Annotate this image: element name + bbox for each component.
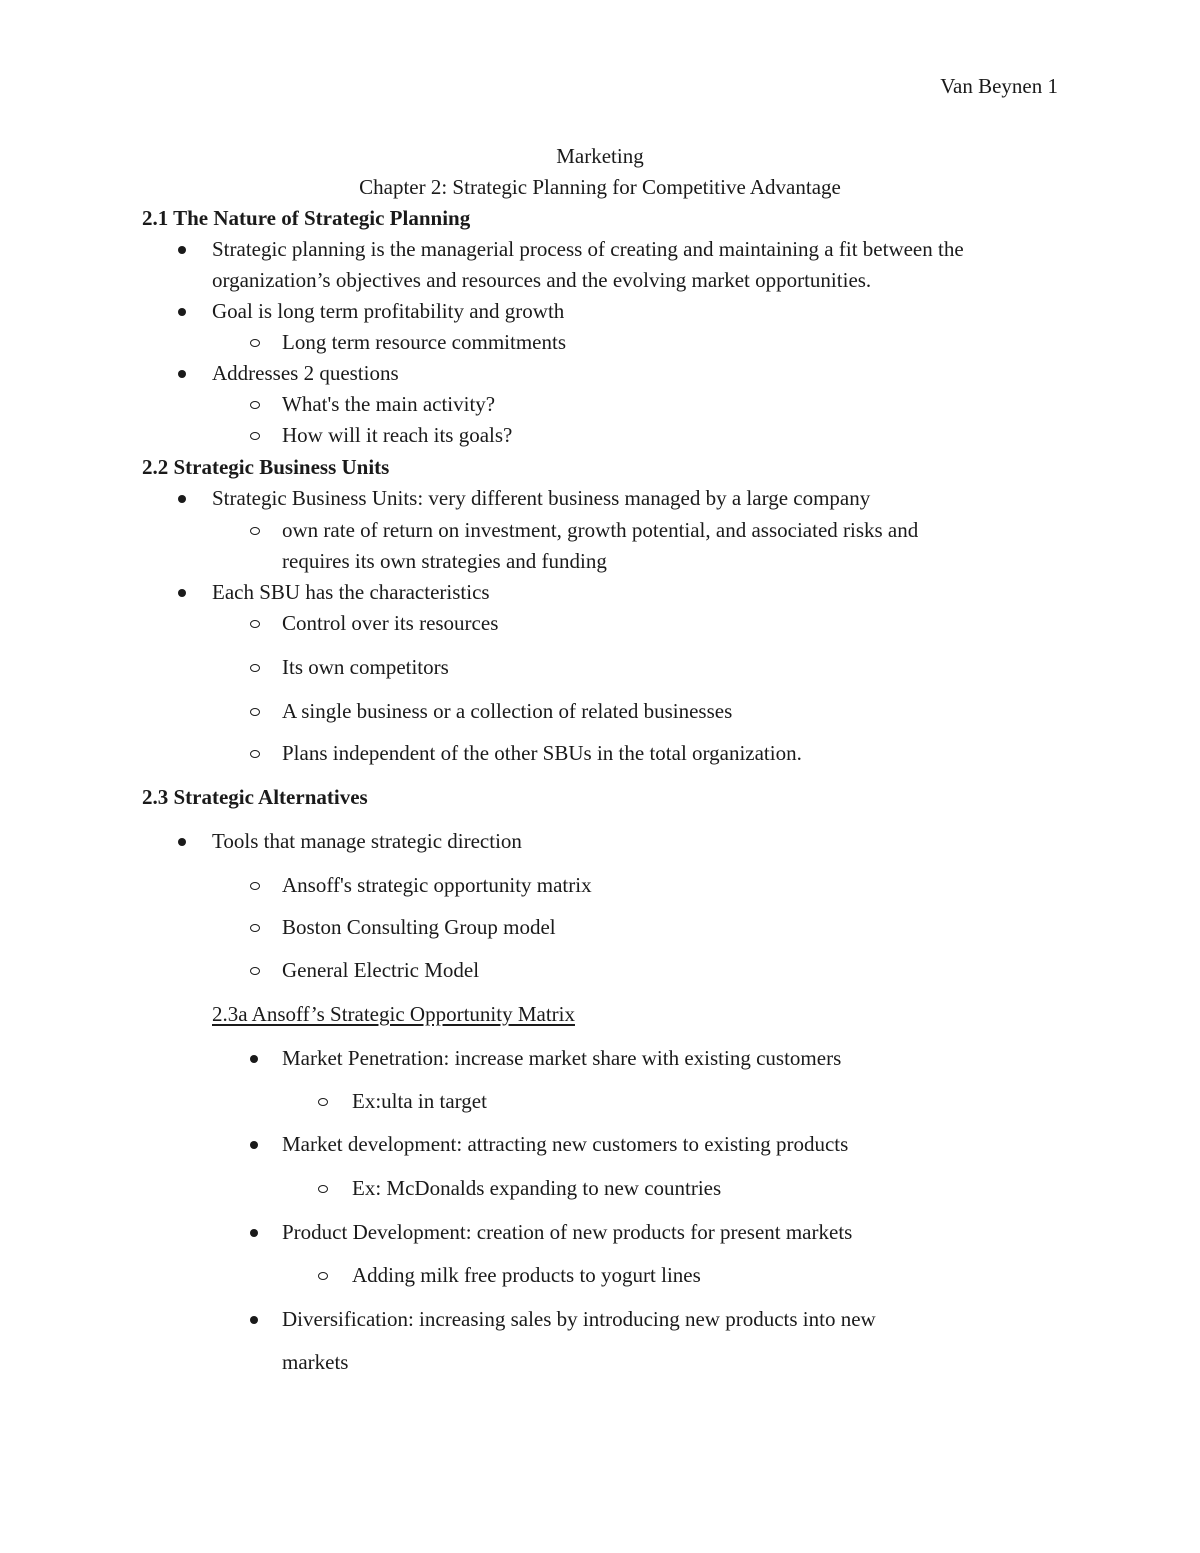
- bullet-circle: [250, 708, 260, 716]
- bullet-circle: [250, 750, 260, 758]
- section-heading-2-2: 2.2 Strategic Business Units: [142, 455, 390, 479]
- sub-item-text: Control over its resources: [282, 611, 499, 635]
- subsection-heading-2-3a: 2.3a Ansoff’s Strategic Opportunity Matrix: [212, 1002, 575, 1026]
- sub-item-text: What's the main activity?: [282, 392, 496, 416]
- bullet-circle: [250, 432, 260, 440]
- sub-item-text: Long term resource commitments: [282, 330, 567, 354]
- bullet-dot: [178, 308, 186, 316]
- sub-item-text: General Electric Model: [282, 958, 480, 982]
- bullet-circle: [318, 1098, 328, 1106]
- list-item-text: Strategic Business Units: very different business managed by a large company: [212, 486, 871, 510]
- bullet-dot: [178, 589, 186, 597]
- chapter-title: Chapter 2: Strategic Planning for Competitive Advantage: [359, 175, 841, 199]
- list-item-text: Market Penetration: increase market share with existing customers: [282, 1046, 842, 1070]
- bullet-circle: [250, 882, 260, 890]
- document-title: Marketing: [556, 144, 644, 168]
- section-heading-2-3: 2.3 Strategic Alternatives: [142, 785, 368, 809]
- bullet-dot: [178, 370, 186, 378]
- sub-item-text: Adding milk free products to yogurt lines: [352, 1263, 701, 1287]
- sub-item-text: Boston Consulting Group model: [282, 915, 556, 939]
- bullet-circle: [250, 339, 260, 347]
- sub-item-text: How will it reach its goals?: [282, 423, 513, 447]
- running-head: Van Beynen 1: [940, 74, 1058, 98]
- bullet-circle: [250, 401, 260, 409]
- list-item-text: Product Development: creation of new products for present markets: [282, 1220, 853, 1244]
- sub-item-text: Ansoff's strategic opportunity matrix: [282, 873, 592, 897]
- sub-item-text: requires its own strategies and funding: [282, 549, 607, 573]
- list-item-text: organization’s objectives and resources and the evolving market opportunities.: [212, 268, 872, 292]
- bullet-dot: [178, 838, 186, 846]
- bullet-circle: [250, 620, 260, 628]
- bullet-circle: [250, 967, 260, 975]
- bullet-dot: [250, 1316, 258, 1324]
- bullet-circle: [318, 1185, 328, 1193]
- bullet-dot: [250, 1141, 258, 1149]
- sub-item-text: Ex:ulta in target: [352, 1089, 487, 1113]
- bullet-circle: [250, 924, 260, 932]
- bullet-circle: [250, 527, 260, 535]
- list-item-text: Strategic planning is the managerial process of creating and maintaining a fit between the: [212, 237, 964, 261]
- bullet-circle: [318, 1272, 328, 1280]
- list-item-text: Each SBU has the characteristics: [212, 580, 490, 604]
- bullet-dot: [178, 246, 186, 254]
- sub-item-text: Plans independent of the other SBUs in the total organization.: [282, 741, 802, 765]
- bullet-circle: [250, 664, 260, 672]
- list-item-text: Goal is long term profitability and growth: [212, 299, 565, 323]
- bullet-dot: [178, 495, 186, 503]
- sub-item-text: A single business or a collection of related businesses: [282, 699, 733, 723]
- list-item-text: Tools that manage strategic direction: [212, 829, 522, 853]
- bullet-dot: [250, 1055, 258, 1063]
- section-heading-2-1: 2.1 The Nature of Strategic Planning: [142, 206, 471, 230]
- sub-item-text: Ex: McDonalds expanding to new countries: [352, 1176, 722, 1200]
- list-item-text: Market development: attracting new customers to existing products: [282, 1132, 849, 1156]
- list-item-text: Diversification: increasing sales by introducing new products into new: [282, 1307, 876, 1331]
- list-item-text: Addresses 2 questions: [212, 361, 399, 385]
- sub-item-text: own rate of return on investment, growth potential, and associated risks and: [282, 518, 919, 542]
- list-item-text: markets: [282, 1350, 349, 1374]
- bullet-dot: [250, 1229, 258, 1237]
- sub-item-text: Its own competitors: [282, 655, 449, 679]
